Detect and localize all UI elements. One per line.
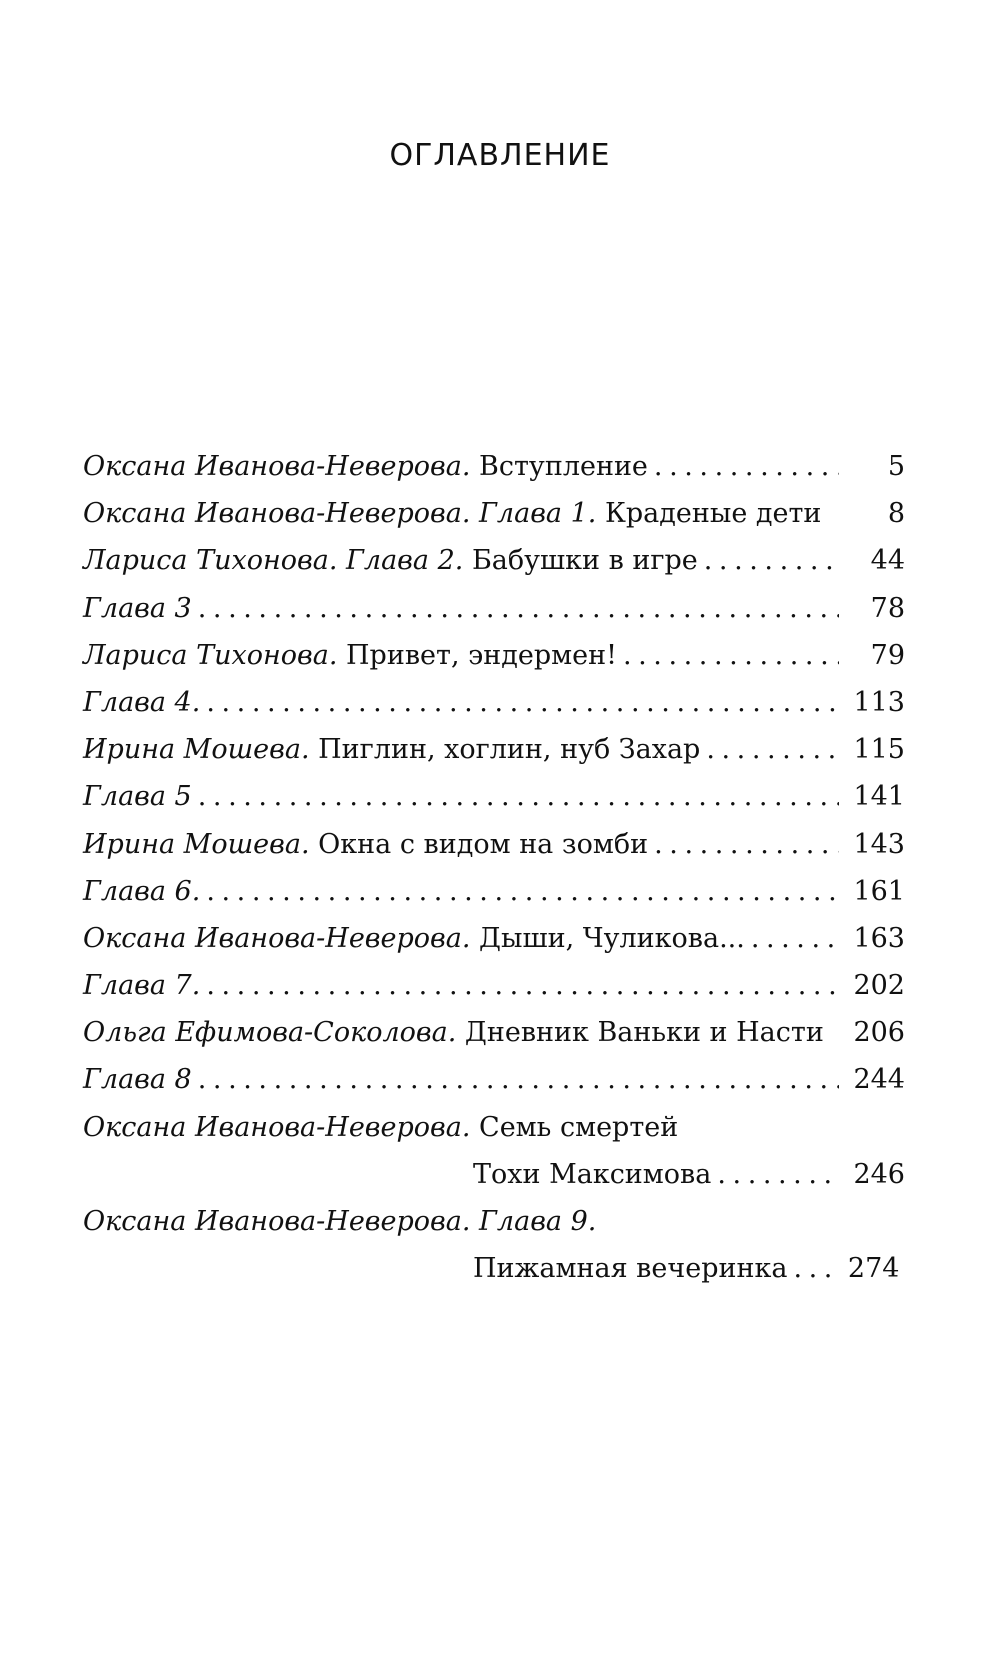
toc-entry-text (83, 537, 698, 584)
toc-page-number: 246 (853, 1158, 905, 1190)
table-of-contents (83, 443, 905, 1292)
dot-leader (751, 915, 839, 962)
toc-title: Бабушки в игре (471, 545, 698, 577)
toc-chapter: Глава 2. (346, 545, 464, 577)
dot-leader (198, 773, 839, 820)
dot-leader (793, 1245, 833, 1292)
toc-page-number: 161 (853, 875, 905, 907)
toc-title: Пиглин, хоглин, нуб Захар (318, 734, 701, 766)
toc-page-number: 113 (853, 686, 905, 718)
toc-entry-text (83, 1009, 824, 1056)
dot-leader (717, 1151, 839, 1198)
toc-author: Оксана Иванова-Неверова. (83, 1206, 471, 1237)
toc-chapter: Глава 7. (83, 970, 201, 1002)
toc-entry (83, 821, 905, 868)
toc-author: Оксана Иванова-Неверова. (83, 498, 471, 530)
toc-entry (83, 632, 905, 679)
toc-chapter: Глава 8 (83, 1064, 192, 1096)
toc-entry-text (83, 821, 648, 868)
dot-leader (198, 585, 839, 632)
toc-entry-text (83, 632, 617, 679)
toc-entry (83, 1009, 905, 1056)
toc-title: Тохи Максимова (473, 1158, 712, 1190)
toc-author: Лариса Тихонова. (83, 639, 338, 671)
toc-title: Привет, эндермен! (346, 639, 617, 671)
toc-entry-text (83, 1198, 596, 1245)
dot-leader (206, 679, 839, 726)
toc-page-number: 206 (853, 1017, 905, 1049)
toc-entry (83, 962, 905, 1009)
toc-title: Дневник Ваньки и Насти (464, 1017, 824, 1049)
toc-chapter: Глава 1. (479, 498, 597, 530)
toc-page-number: 202 (853, 970, 905, 1002)
toc-entry-text (83, 915, 745, 962)
toc-title: Семь смертей (479, 1111, 679, 1143)
dot-leader (654, 443, 839, 490)
toc-entry-text (83, 490, 821, 537)
toc-page-number: 244 (853, 1064, 905, 1096)
toc-entry-text (83, 1104, 678, 1151)
page-title: ОГЛАВЛЕНИЕ (389, 138, 611, 173)
toc-entry-line2 (83, 1245, 905, 1292)
toc-chapter: Глава 6. (83, 875, 201, 907)
toc-author: Ольга Ефимова-Соколова. (83, 1017, 457, 1049)
toc-page-number: 79 (870, 639, 905, 671)
toc-entry (83, 443, 905, 490)
toc-page-number: 8 (887, 498, 905, 530)
toc-author: Лариса Тихонова. (83, 545, 338, 577)
toc-entry (83, 537, 905, 584)
toc-entry (83, 585, 905, 632)
toc-author: Ирина Мошева. (83, 828, 310, 860)
toc-page-number: 115 (853, 734, 905, 766)
toc-page-number: 274 (847, 1253, 900, 1285)
toc-title: Краденые дети (604, 498, 822, 530)
toc-page-number: 143 (853, 828, 905, 860)
toc-page-number: 44 (870, 545, 905, 577)
toc-entry-line1 (83, 1104, 905, 1151)
toc-entry (83, 773, 905, 820)
toc-entry-line2 (83, 1151, 905, 1198)
toc-author: Оксана Иванова-Неверова. (83, 451, 471, 482)
toc-chapter: Глава 4. (83, 686, 201, 718)
toc-chapter: Глава 9. (479, 1206, 597, 1237)
dot-leader (206, 868, 839, 915)
toc-author: Оксана Иванова-Неверова. (83, 922, 471, 954)
toc-entry-text (83, 443, 648, 490)
toc-title: Окна с видом на зомби (318, 828, 649, 860)
toc-chapter: Глава 3 (83, 592, 192, 624)
toc-entry (83, 1056, 905, 1103)
toc-entry (83, 490, 905, 537)
toc-page-number: 5 (887, 451, 905, 482)
toc-author: Ирина Мошева. (83, 734, 310, 766)
toc-entry (83, 679, 905, 726)
toc-entry (83, 726, 905, 773)
dot-leader (623, 632, 839, 679)
toc-page-number: 78 (870, 592, 905, 624)
toc-entry (83, 915, 905, 962)
toc-author: Оксана Иванова-Неверова. (83, 1111, 471, 1143)
dot-leader (198, 1056, 839, 1103)
toc-title: Дыши, Чуликова... (479, 922, 745, 954)
toc-entry-text (83, 726, 700, 773)
toc-entry (83, 868, 905, 915)
toc-title: Пижамная вечеринка (473, 1253, 788, 1285)
dot-leader (654, 821, 839, 868)
dot-leader (206, 962, 839, 1009)
toc-chapter: Глава 5 (83, 781, 192, 813)
toc-entry-line1 (83, 1198, 905, 1245)
dot-leader (706, 726, 839, 773)
dot-leader (704, 537, 839, 584)
toc-page-number: 163 (853, 922, 905, 954)
toc-title: Вступление (479, 451, 648, 482)
toc-page-number: 141 (853, 781, 905, 813)
